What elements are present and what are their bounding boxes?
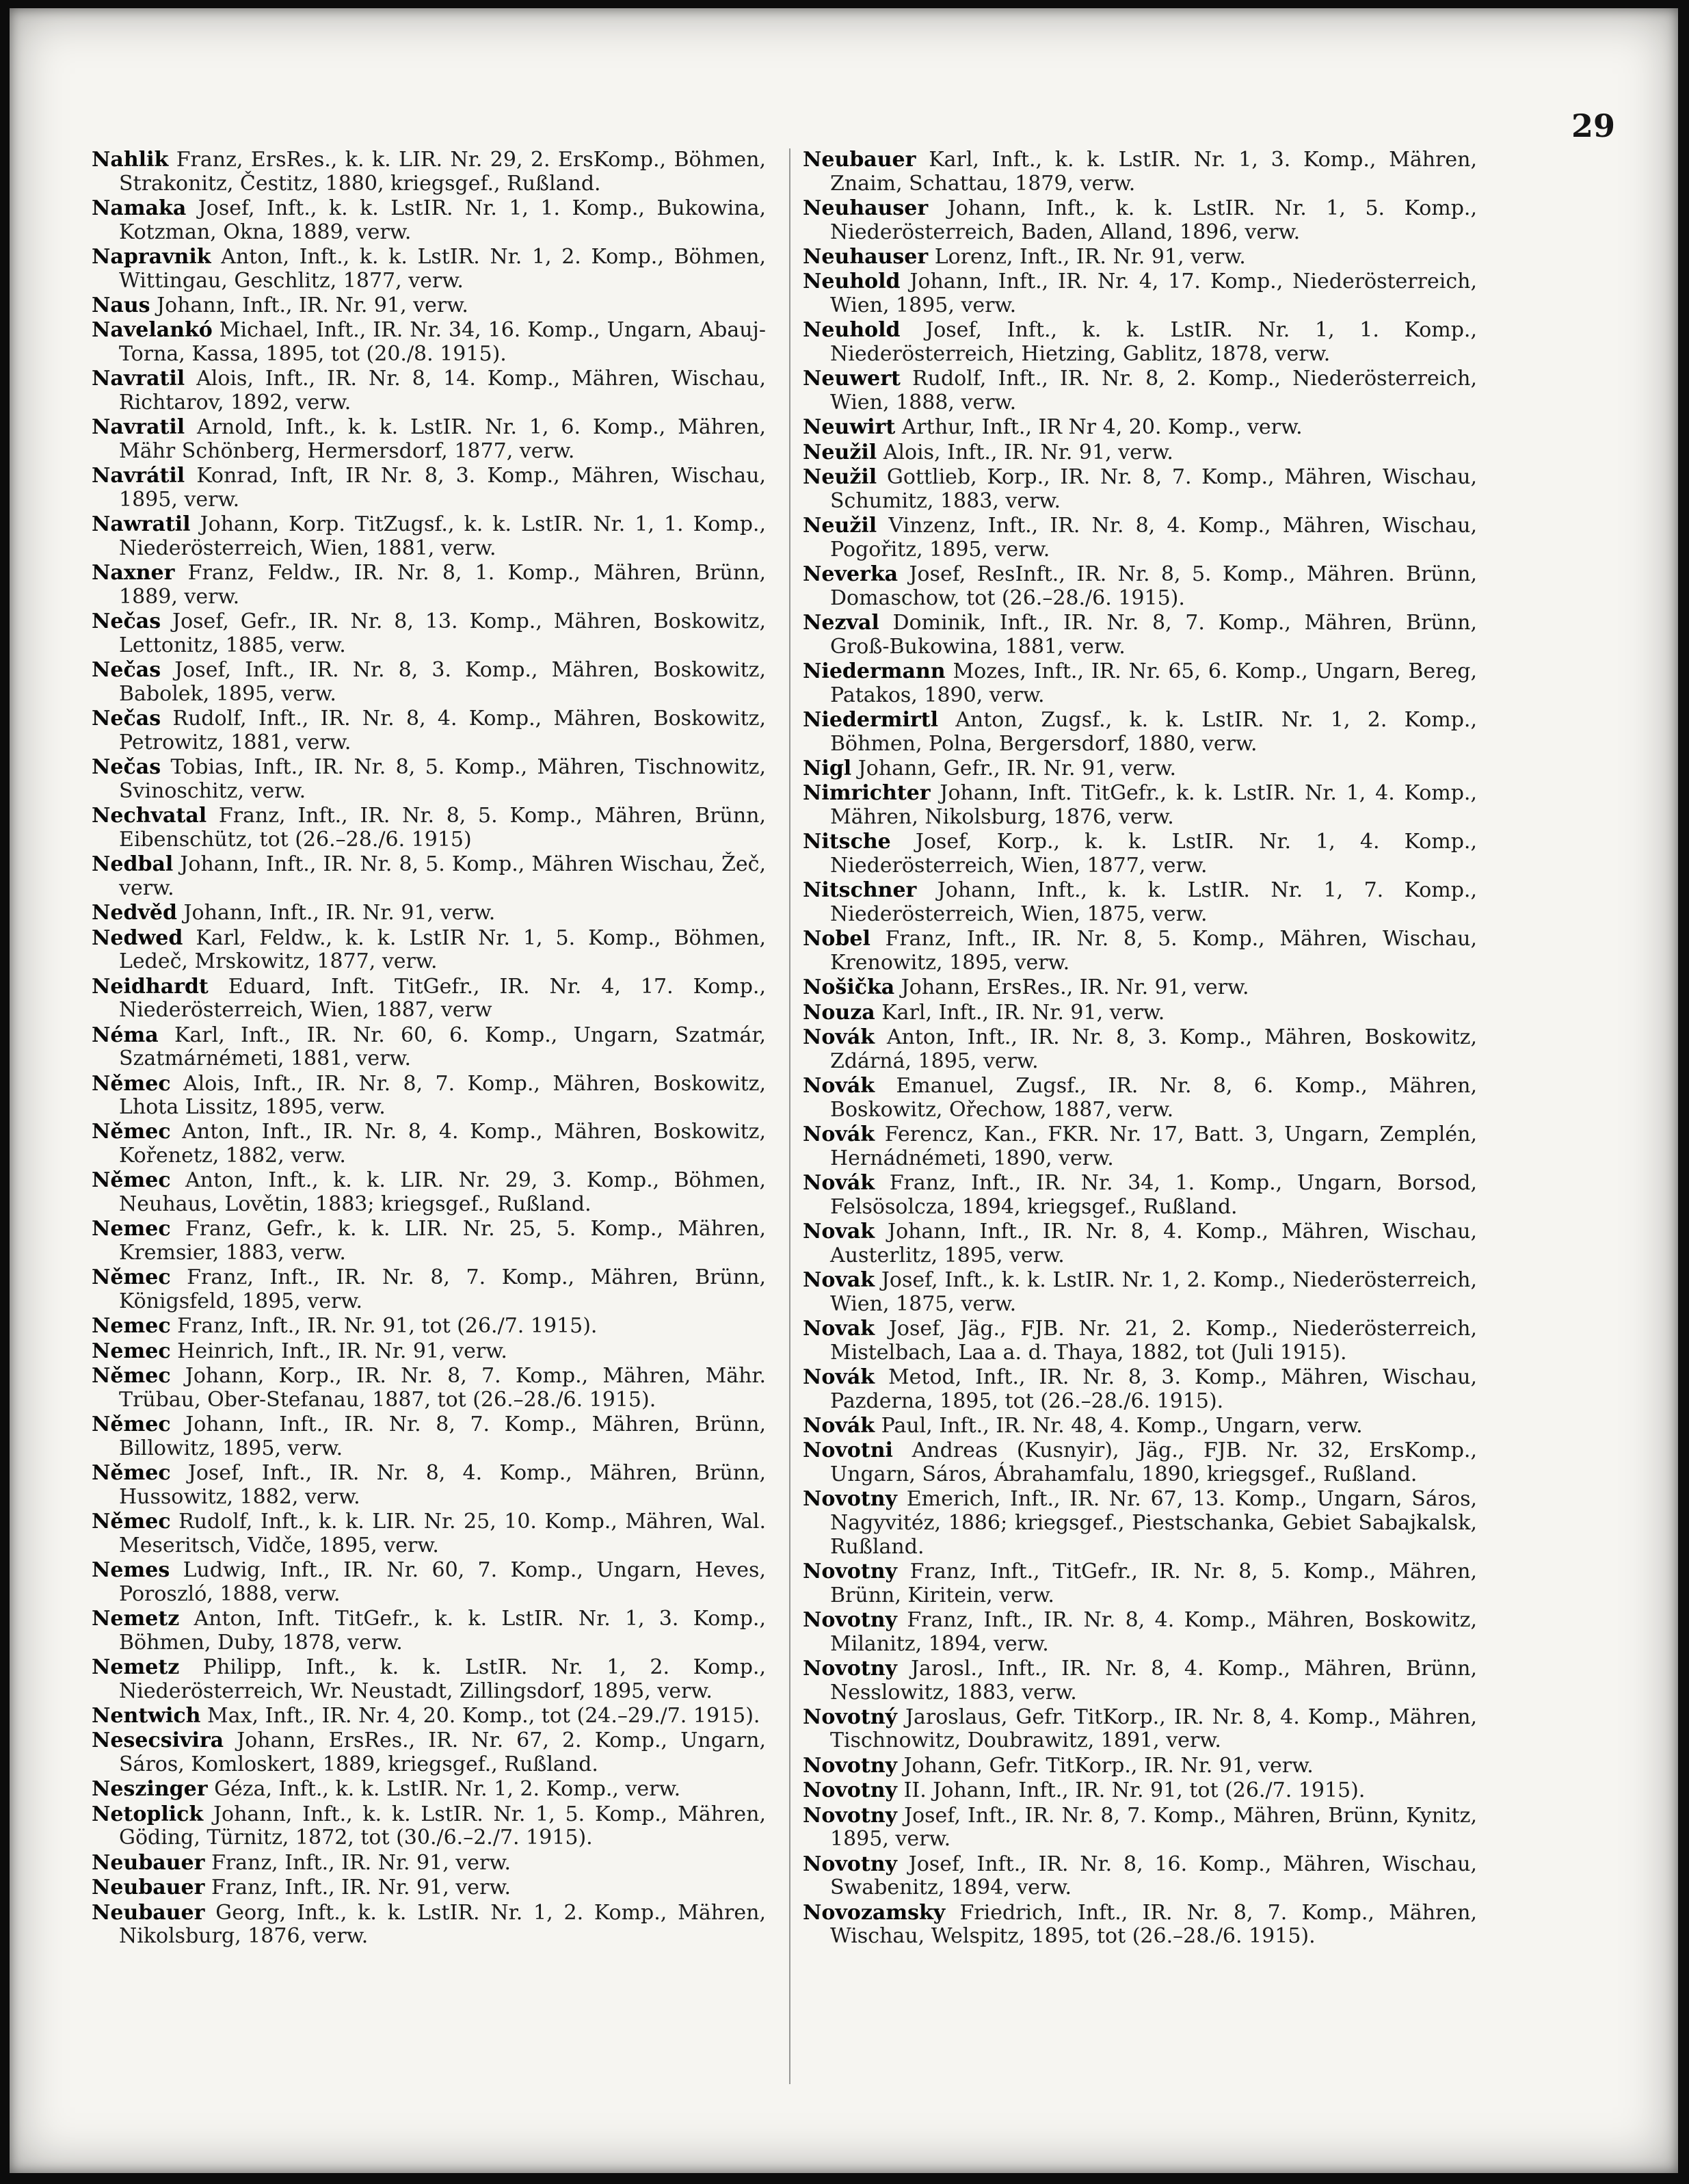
list-entry bbox=[92, 1559, 766, 1606]
entry-details: Gottlieb, Korp., IR. Nr. 8, 7. Komp., Mähren, Wischau, Schumitz, 1883, verw. bbox=[830, 465, 1477, 513]
list-entry bbox=[803, 1488, 1477, 1559]
entry-surname: Nitsche bbox=[803, 830, 891, 854]
right-column bbox=[803, 148, 1477, 1950]
entry-surname: Nawratil bbox=[92, 512, 191, 537]
entry-surname: Novotny bbox=[803, 1487, 897, 1512]
list-entry bbox=[92, 1729, 766, 1776]
entry-surname: Novák bbox=[803, 1025, 875, 1050]
entry-details: Emanuel, Zugsf., IR. Nr. 8, 6. Komp., Mähren, Boskowitz, Ořechow, 1887, verw. bbox=[830, 1074, 1477, 1122]
entry-details: Franz, Inft., IR. Nr. 8, 7. Komp., Mähren, Brünn, Königsfeld, 1895, verw. bbox=[119, 1265, 766, 1314]
entry-surname: Nečas bbox=[92, 658, 161, 683]
column-divider bbox=[789, 148, 790, 2084]
list-entry bbox=[92, 367, 766, 415]
entry-surname: Neužil bbox=[803, 514, 877, 538]
entry-surname: Novák bbox=[803, 1413, 875, 1438]
entry-surname: Nobel bbox=[803, 927, 870, 951]
list-entry bbox=[92, 610, 766, 657]
entry-details: Johann, ErsRes., IR. Nr. 91, verw. bbox=[901, 975, 1249, 1000]
entry-details: Josef, Gefr., IR. Nr. 8, 13. Komp., Mähren, Boskowitz, Lettonitz, 1885, verw. bbox=[119, 609, 767, 657]
list-entry bbox=[803, 319, 1477, 366]
entry-surname: Nemes bbox=[92, 1558, 170, 1583]
list-entry bbox=[803, 466, 1477, 513]
entry-details: Johann, Inft., IR. Nr. 4, 17. Komp., Niederösterreich, Wien, 1895, verw. bbox=[830, 269, 1477, 317]
list-entry bbox=[803, 563, 1477, 610]
scanned-page bbox=[10, 8, 1678, 2173]
list-entry bbox=[803, 782, 1477, 829]
list-entry bbox=[803, 1706, 1477, 1753]
list-entry bbox=[803, 830, 1477, 878]
entry-surname: Nečas bbox=[92, 707, 161, 731]
entry-surname: Napravnik bbox=[92, 244, 211, 269]
entry-surname: Novotny bbox=[803, 1852, 897, 1876]
entry-surname: Němec bbox=[92, 1461, 171, 1486]
entry-details: Franz, Inft., IR. Nr. 8, 4. Komp., Mähren, Boskowitz, Milanitz, 1894, verw. bbox=[830, 1607, 1477, 1656]
entry-surname: Neužil bbox=[803, 465, 877, 490]
entry-details: Metod, Inft., IR. Nr. 8, 3. Komp., Mähren, Wischau, Pazderna, 1895, tot (26.–28./6. 1915). bbox=[830, 1365, 1477, 1413]
entry-details: Lorenz, Inft., IR. Nr. 91, verw. bbox=[934, 244, 1246, 269]
entry-details: Karl, Inft., IR. Nr. 91, verw. bbox=[881, 1000, 1165, 1025]
list-entry bbox=[803, 1026, 1477, 1073]
list-entry bbox=[803, 1902, 1477, 1949]
entry-surname: Neuhauser bbox=[803, 196, 929, 220]
entry-surname: Němec bbox=[92, 1168, 171, 1193]
list-entry bbox=[803, 1220, 1477, 1267]
list-entry bbox=[803, 1754, 1477, 1778]
entry-surname: Nečas bbox=[92, 755, 161, 780]
entry-details: Karl, Inft., IR. Nr. 60, 6. Komp., Ungarn, Szatmár, Szatmárnémeti, 1881, verw. bbox=[119, 1023, 766, 1071]
list-entry bbox=[803, 1172, 1477, 1219]
entry-details: Franz, ErsRes., k. k. LIR. Nr. 29, 2. ErsKomp., Böhmen, Strakonitz, Čestitz, 1880, kriegsgef., Rußland. bbox=[119, 148, 766, 196]
entry-surname: Novotny bbox=[803, 1607, 897, 1632]
list-entry bbox=[92, 659, 766, 706]
entry-surname: Nemec bbox=[92, 1339, 171, 1363]
list-entry bbox=[803, 927, 1477, 975]
entry-surname: Novák bbox=[803, 1171, 875, 1196]
entry-surname: Néma bbox=[92, 1023, 159, 1047]
entry-surname: Němec bbox=[92, 1364, 171, 1389]
list-entry bbox=[803, 1366, 1477, 1413]
list-entry bbox=[803, 1075, 1477, 1122]
entry-surname: Nedwed bbox=[92, 925, 183, 950]
entry-details: Johann, Gefr. TitKorp., IR. Nr. 91, verw. bbox=[903, 1753, 1314, 1778]
list-entry bbox=[92, 294, 766, 318]
entry-details: Karl, Feldw., k. k. LstIR Nr. 1, 5. Komp., Böhmen, Ledeč, Mrskowitz, 1877, verw. bbox=[119, 925, 766, 974]
entry-details: Franz, Inft., IR. Nr. 8, 5. Komp., Mähren, Brünn, Eibenschütz, tot (26.–28./6. 1915) bbox=[119, 804, 766, 852]
entry-surname: Navelankó bbox=[92, 318, 213, 343]
entry-details: Ludwig, Inft., IR. Nr. 60, 7. Komp., Ungarn, Heves, Poroszló, 1888, verw. bbox=[119, 1558, 766, 1606]
list-entry bbox=[803, 1123, 1477, 1170]
list-entry bbox=[92, 975, 766, 1023]
entry-details: Jarosl., Inft., IR. Nr. 8, 4. Komp., Mähren, Brünn, Nesslowitz, 1883, verw. bbox=[830, 1656, 1477, 1705]
list-entry bbox=[92, 853, 766, 900]
list-entry bbox=[803, 367, 1477, 415]
entry-surname: Neubauer bbox=[803, 148, 916, 172]
left-column bbox=[92, 148, 766, 1950]
entry-surname: Nedvěd bbox=[92, 901, 177, 925]
entry-details: Vinzenz, Inft., IR. Nr. 8, 4. Komp., Mähren, Wischau, Pogořitz, 1895, verw. bbox=[830, 514, 1477, 562]
entry-surname: Nouza bbox=[803, 1000, 875, 1025]
entry-surname: Novotny bbox=[803, 1803, 897, 1828]
list-entry bbox=[803, 1779, 1477, 1803]
list-entry bbox=[803, 709, 1477, 756]
list-entry bbox=[803, 1657, 1477, 1705]
entry-details: Friedrich, Inft., IR. Nr. 8, 7. Komp., Mähren, Wischau, Welspitz, 1895, tot (26.–28./6. 1915). bbox=[830, 1900, 1478, 1949]
list-entry bbox=[803, 976, 1477, 1000]
entry-surname: Nesecsivira bbox=[92, 1728, 224, 1753]
entry-surname: Niedermann bbox=[803, 659, 946, 684]
entry-details: Emerich, Inft., IR. Nr. 67, 13. Komp., Ungarn, Sáros, Nagyvitéz, 1886; kriegsgef., Piestschanka, Gebiet Sabajkalsk, Rußland. bbox=[830, 1487, 1478, 1559]
list-entry bbox=[92, 1266, 766, 1313]
entry-details: Josef, Inft., IR. Nr. 8, 3. Komp., Mähren, Boskowitz, Babolek, 1895, verw. bbox=[119, 658, 766, 706]
list-entry bbox=[92, 1024, 766, 1071]
entry-surname: Nentwich bbox=[92, 1704, 201, 1728]
entry-details: Josef, Inft., k. k. LstIR. Nr. 1, 1. Komp., Niederösterreich, Hietzing, Gablitz, 1878, verw. bbox=[830, 318, 1477, 366]
entry-surname: Nošička bbox=[803, 975, 895, 1000]
entry-details: II. Johann, Inft., IR. Nr. 91, tot (26./7. 1915). bbox=[903, 1778, 1366, 1803]
entry-details: Michael, Inft., IR. Nr. 34, 16. Komp., Ungarn, Abauj-Torna, Kassa, 1895, tot (20./8. 1915). bbox=[119, 318, 766, 366]
entry-surname: Novotni bbox=[803, 1438, 893, 1463]
list-entry bbox=[92, 1852, 766, 1876]
entry-surname: Niedermirtl bbox=[803, 708, 938, 733]
entry-surname: Nechvatal bbox=[92, 804, 207, 828]
entry-details: Johann, Inft., IR. Nr. 91, verw. bbox=[157, 293, 468, 317]
entry-details: Konrad, Inft, IR Nr. 8, 3. Komp., Mähren, Wischau, 1895, verw. bbox=[119, 464, 766, 512]
entry-details: Josef, Jäg., FJB. Nr. 21, 2. Komp., Niederösterreich, Mistelbach, Laa a. d. Thaya, 1882, tot (Juli 1915). bbox=[830, 1317, 1477, 1365]
entry-details: Johann, Korp., IR. Nr. 8, 7. Komp., Mähren, Mähr. Trübau, Ober-Stefanau, 1887, tot (26.–28./6. 1915). bbox=[119, 1364, 766, 1412]
entry-surname: Naus bbox=[92, 293, 150, 317]
entry-surname: Neužil bbox=[803, 440, 877, 464]
list-entry bbox=[92, 1218, 766, 1265]
entry-details: Johann, Inft., IR. Nr. 91, verw. bbox=[183, 901, 496, 925]
entry-surname: Nigl bbox=[803, 756, 852, 780]
list-entry bbox=[92, 1169, 766, 1216]
entry-details: Paul, Inft., IR. Nr. 48, 4. Komp., Ungarn, verw. bbox=[881, 1413, 1363, 1438]
entry-details: Ferencz, Kan., FKR. Nr. 17, Batt. 3, Ungarn, Zemplén, Hernádnémeti, 1890, verw. bbox=[830, 1122, 1477, 1170]
entry-surname: Neverka bbox=[803, 562, 899, 587]
entry-surname: Navratil bbox=[92, 415, 185, 440]
entry-details: Josef, Inft., IR. Nr. 8, 7. Komp., Mähren, Brünn, Kynitz, 1895, verw. bbox=[830, 1803, 1477, 1852]
entry-details: Arnold, Inft., k. k. LstIR. Nr. 1, 6. Komp., Mähren, Mähr Schönberg, Hermersdorf, 1877, verw. bbox=[119, 415, 766, 463]
entry-surname: Novotný bbox=[803, 1705, 897, 1729]
entry-details: Johann, Gefr., IR. Nr. 91, verw. bbox=[857, 756, 1177, 780]
entry-surname: Novotny bbox=[803, 1656, 897, 1681]
list-entry bbox=[92, 1607, 766, 1655]
entry-surname: Nečas bbox=[92, 609, 161, 634]
entry-details: Johann, ErsRes., IR. Nr. 67, 2. Komp., Ungarn, Sáros, Komloskert, 1889, kriegsgef., Rußland. bbox=[119, 1728, 766, 1777]
entry-details: Johann, Inft., k. k. LstIR. Nr. 1, 5. Komp., Niederösterreich, Baden, Alland, 1896, verw. bbox=[830, 196, 1477, 244]
list-entry bbox=[92, 1803, 766, 1850]
list-entry bbox=[92, 1120, 766, 1168]
entry-details: Josef, Inft., k. k. LstIR. Nr. 1, 1. Komp., Bukowina, Kotzman, Okna, 1889, verw. bbox=[119, 196, 766, 244]
entry-surname: Namaka bbox=[92, 196, 187, 220]
entry-surname: Navratil bbox=[92, 367, 185, 391]
entry-details: Heinrich, Inft., IR. Nr. 91, verw. bbox=[177, 1339, 507, 1363]
entry-surname: Neubauer bbox=[92, 1876, 205, 1900]
entry-details: Arthur, Inft., IR Nr 4, 20. Komp., verw. bbox=[901, 415, 1303, 440]
entry-details: Rudolf, Inft., IR. Nr. 8, 4. Komp., Mähren, Boskowitz, Petrowitz, 1881, verw. bbox=[119, 707, 766, 754]
list-entry bbox=[92, 1365, 766, 1412]
entry-surname: Neuwert bbox=[803, 367, 901, 391]
entry-surname: Němec bbox=[92, 1120, 171, 1144]
entry-surname: Novotny bbox=[803, 1753, 897, 1778]
list-entry bbox=[803, 879, 1477, 926]
entry-surname: Neuhauser bbox=[803, 244, 929, 269]
entry-surname: Neuwirt bbox=[803, 415, 896, 440]
list-entry bbox=[92, 197, 766, 244]
entry-details: Johann, Inft., IR. Nr. 8, 5. Komp., Mähren Wischau, Žeč, verw. bbox=[119, 852, 766, 900]
entry-surname: Němec bbox=[92, 1412, 171, 1437]
entry-details: Anton, Inft., IR. Nr. 8, 3. Komp., Mähren, Boskowitz, Zdárná, 1895, verw. bbox=[830, 1025, 1477, 1073]
list-entry bbox=[803, 1560, 1477, 1607]
list-entry bbox=[92, 1340, 766, 1364]
entry-surname: Navrátil bbox=[92, 464, 185, 488]
entry-surname: Nemec bbox=[92, 1217, 171, 1241]
entry-surname: Neszinger bbox=[92, 1777, 208, 1802]
entry-details: Mozes, Inft., IR. Nr. 65, 6. Komp., Ungarn, Bereg, Patakos, 1890, verw. bbox=[830, 659, 1477, 707]
list-entry bbox=[92, 902, 766, 925]
entry-surname: Neubauer bbox=[92, 1850, 205, 1875]
entry-surname: Novák bbox=[803, 1074, 875, 1098]
entry-details: Josef, Inft., IR. Nr. 8, 16. Komp., Mähren, Wischau, Swabenitz, 1894, verw. bbox=[830, 1852, 1477, 1900]
list-entry bbox=[92, 1778, 766, 1802]
list-entry bbox=[92, 246, 766, 293]
entry-surname: Nemetz bbox=[92, 1655, 180, 1680]
entry-details: Josef, Korp., k. k. LstIR. Nr. 1, 4. Komp., Niederösterreich, Wien, 1877, verw. bbox=[830, 830, 1477, 878]
entry-surname: Němec bbox=[92, 1265, 171, 1290]
entry-details: Johann, Inft., IR. Nr. 8, 7. Komp., Mähren, Brünn, Billowitz, 1895, verw. bbox=[119, 1412, 766, 1460]
entry-details: Tobias, Inft., IR. Nr. 8, 5. Komp., Mähren, Tischnowitz, Svinoschitz, verw. bbox=[119, 755, 766, 803]
list-entry bbox=[803, 148, 1477, 196]
entry-details: Max, Inft., IR. Nr. 4, 20. Komp., tot (24.–29./7. 1915). bbox=[207, 1704, 760, 1728]
list-entry bbox=[803, 660, 1477, 707]
list-entry bbox=[803, 1804, 1477, 1852]
entry-details: Georg, Inft., k. k. LstIR. Nr. 1, 2. Komp., Mähren, Nikolsburg, 1876, verw. bbox=[119, 1900, 766, 1949]
list-entry bbox=[803, 1317, 1477, 1365]
list-entry bbox=[803, 1269, 1477, 1316]
entry-surname: Nemetz bbox=[92, 1607, 180, 1631]
entry-details: Jaroslaus, Gefr. TitKorp., IR. Nr. 8, 4. Komp., Mähren, Tischnowitz, Doubrawitz, 1891, verw. bbox=[830, 1705, 1477, 1753]
list-entry bbox=[92, 1902, 766, 1949]
entry-surname: Novak bbox=[803, 1317, 875, 1341]
list-entry bbox=[92, 319, 766, 366]
entry-details: Rudolf, Inft., IR. Nr. 8, 2. Komp., Niederösterreich, Wien, 1888, verw. bbox=[830, 367, 1477, 415]
entry-surname: Neubauer bbox=[92, 1900, 205, 1925]
entry-details: Josef, ResInft., IR. Nr. 8, 5. Komp., Mähren. Brünn, Domaschow, tot (26.–28./6. 1915). bbox=[830, 562, 1477, 610]
entry-details: Franz, Inft., IR. Nr. 91, tot (26./7. 1915). bbox=[177, 1314, 598, 1339]
entry-details: Eduard, Inft. TitGefr., IR. Nr. 4, 17. Komp., Niederösterreich, Wien, 1887, verw bbox=[119, 974, 766, 1023]
entry-details: Alois, Inft., IR. Nr. 8, 14. Komp., Mähren, Wischau, Richtarov, 1892, verw. bbox=[119, 367, 766, 415]
list-entry bbox=[92, 1656, 766, 1703]
list-entry bbox=[92, 927, 766, 974]
list-entry bbox=[92, 1073, 766, 1120]
list-entry bbox=[92, 1510, 766, 1557]
list-entry bbox=[803, 1609, 1477, 1656]
list-entry bbox=[803, 416, 1477, 440]
list-entry bbox=[92, 1413, 766, 1460]
entry-details: Anton, Inft. TitGefr., k. k. LstIR. Nr. 1, 3. Komp., Böhmen, Duby, 1878, verw. bbox=[119, 1607, 766, 1655]
entry-details: Johann, Korp. TitZugsf., k. k. LstIR. Nr. 1, 1. Komp., Niederösterreich, Wien, 1881, verw. bbox=[119, 512, 766, 560]
entry-surname: Neuhold bbox=[803, 318, 901, 343]
entry-surname: Novak bbox=[803, 1220, 875, 1244]
entry-details: Josef, Inft., IR. Nr. 8, 4. Komp., Mähren, Brünn, Hussowitz, 1882, verw. bbox=[119, 1461, 766, 1509]
entry-surname: Nedbal bbox=[92, 852, 174, 877]
entry-surname: Nahlik bbox=[92, 148, 169, 172]
entry-details: Alois, Inft., IR. Nr. 8, 7. Komp., Mähren, Boskowitz, Lhota Lissitz, 1895, verw. bbox=[119, 1071, 766, 1120]
entry-details: Anton, Zugsf., k. k. LstIR. Nr. 1, 2. Komp., Böhmen, Polna, Bergersdorf, 1880, verw. bbox=[830, 708, 1477, 756]
entry-surname: Neuhold bbox=[803, 269, 901, 294]
list-entry bbox=[92, 1876, 766, 1900]
list-entry bbox=[92, 1462, 766, 1509]
page-number: 29 bbox=[1571, 107, 1615, 144]
list-entry bbox=[803, 611, 1477, 659]
entry-surname: Neidhardt bbox=[92, 974, 209, 999]
entry-details: Johann, Inft., IR. Nr. 8, 4. Komp., Mähren, Wischau, Austerlitz, 1895, verw. bbox=[830, 1220, 1477, 1267]
list-entry bbox=[803, 757, 1477, 781]
list-entry bbox=[92, 1705, 766, 1728]
entry-details: Géza, Inft., k. k. LstIR. Nr. 1, 2. Komp., verw. bbox=[214, 1777, 681, 1802]
list-entry bbox=[803, 1001, 1477, 1025]
entry-details: Rudolf, Inft., k. k. LIR. Nr. 25, 10. Komp., Mähren, Wal. Meseritsch, Vidče, 1895, verw. bbox=[119, 1510, 766, 1557]
entry-surname: Nimrichter bbox=[803, 781, 931, 806]
entry-details: Anton, Inft., IR. Nr. 8, 4. Komp., Mähren, Boskowitz, Kořenetz, 1882, verw. bbox=[119, 1120, 766, 1168]
entry-details: Josef, Inft., k. k. LstIR. Nr. 1, 2. Komp., Niederösterreich, Wien, 1875, verw. bbox=[830, 1268, 1477, 1316]
entry-details: Anton, Inft., k. k. LstIR. Nr. 1, 2. Komp., Böhmen, Wittingau, Geschlitz, 1877, verw. bbox=[119, 244, 766, 293]
entry-details: Karl, Inft., k. k. LstIR. Nr. 1, 3. Komp., Mähren, Znaim, Schattau, 1879, verw. bbox=[830, 148, 1477, 196]
list-entry bbox=[803, 1415, 1477, 1438]
entry-details: Anton, Inft., k. k. LIR. Nr. 29, 3. Komp., Böhmen, Neuhaus, Lovětin, 1883; kriegsgef., Rußland. bbox=[119, 1168, 766, 1217]
entry-details: Franz, Gefr., k. k. LIR. Nr. 25, 5. Komp., Mähren, Kremsier, 1883, verw. bbox=[119, 1217, 766, 1265]
list-entry bbox=[92, 707, 766, 754]
entry-surname: Nitschner bbox=[803, 878, 917, 903]
entry-surname: Novotny bbox=[803, 1778, 897, 1803]
list-entry bbox=[92, 464, 766, 512]
entry-details: Alois, Inft., IR. Nr. 91, verw. bbox=[883, 440, 1173, 464]
entry-surname: Netoplick bbox=[92, 1802, 204, 1826]
entry-surname: Nezval bbox=[803, 611, 879, 635]
list-entry bbox=[92, 148, 766, 196]
entry-details: Johann, Inft., k. k. LstIR. Nr. 1, 5. Komp., Mähren, Göding, Türnitz, 1872, tot (30./6.–2./7. 1915). bbox=[119, 1802, 766, 1850]
entry-details: Franz, Inft., IR. Nr. 34, 1. Komp., Ungarn, Borsod, Felsösolcza, 1894, kriegsgef., Rußland. bbox=[830, 1171, 1477, 1219]
entry-surname: Novotny bbox=[803, 1559, 897, 1583]
entry-details: Philipp, Inft., k. k. LstIR. Nr. 1, 2. Komp., Niederösterreich, Wr. Neustadt, Zillingsdorf, 1895, verw. bbox=[119, 1655, 766, 1703]
list-entry bbox=[92, 756, 766, 803]
list-entry bbox=[92, 804, 766, 852]
list-entry bbox=[803, 1853, 1477, 1900]
list-entry bbox=[803, 1439, 1477, 1486]
entry-details: Franz, Feldw., IR. Nr. 8, 1. Komp., Mähren, Brünn, 1889, verw. bbox=[119, 561, 766, 609]
list-entry bbox=[803, 270, 1477, 317]
entry-surname: Novák bbox=[803, 1365, 875, 1389]
entry-surname: Nemec bbox=[92, 1314, 171, 1339]
entry-details: Andreas (Kusnyir), Jäg., FJB. Nr. 32, ErsKomp., Ungarn, Sáros, Ábrahamfalu, 1890, kriegsgef., Rußland. bbox=[830, 1438, 1477, 1486]
entry-details: Franz, Inft., IR. Nr. 91, verw. bbox=[211, 1876, 511, 1900]
entry-details: Franz, Inft., IR. Nr. 8, 5. Komp., Mähren, Wischau, Krenowitz, 1895, verw. bbox=[830, 927, 1477, 975]
entry-surname: Novák bbox=[803, 1122, 875, 1147]
entry-details: Franz, Inft., TitGefr., IR. Nr. 8, 5. Komp., Mähren, Brünn, Kiritein, verw. bbox=[830, 1559, 1477, 1607]
entry-details: Dominik, Inft., IR. Nr. 8, 7. Komp., Mähren, Brünn, Groß-Bukowina, 1881, verw. bbox=[830, 611, 1478, 659]
entry-surname: Němec bbox=[92, 1071, 171, 1096]
entry-surname: Naxner bbox=[92, 561, 175, 586]
entry-details: Johann, Inft. TitGefr., k. k. LstIR. Nr. 1, 4. Komp., Mähren, Nikolsburg, 1876, verw. bbox=[830, 781, 1477, 829]
entry-details: Johann, Inft., k. k. LstIR. Nr. 1, 7. Komp., Niederösterreich, Wien, 1875, verw. bbox=[830, 878, 1477, 926]
list-entry bbox=[803, 197, 1477, 244]
list-entry bbox=[92, 416, 766, 463]
list-entry bbox=[92, 1315, 766, 1339]
list-entry bbox=[803, 514, 1477, 562]
list-entry bbox=[803, 246, 1477, 269]
list-entry bbox=[803, 441, 1477, 465]
list-entry bbox=[92, 562, 766, 609]
list-entry bbox=[92, 513, 766, 560]
entry-details: Franz, Inft., IR. Nr. 91, verw. bbox=[211, 1850, 511, 1875]
entry-surname: Němec bbox=[92, 1510, 171, 1534]
entry-surname: Novak bbox=[803, 1268, 875, 1293]
entry-surname: Novozamsky bbox=[803, 1900, 946, 1925]
